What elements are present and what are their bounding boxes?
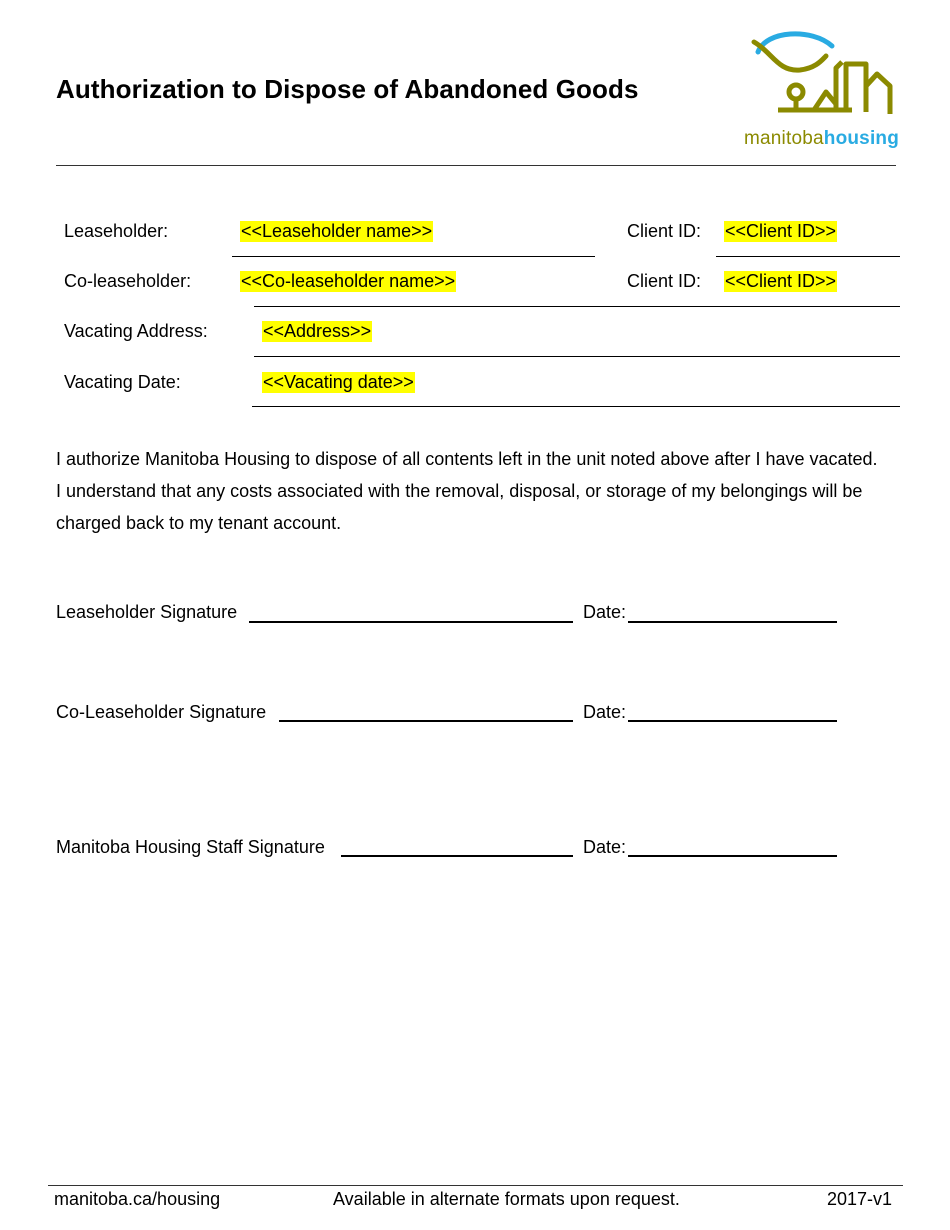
co-leaseholder-signature-label: Co-Leaseholder Signature [56, 702, 267, 722]
logo-word-housing: housing [823, 128, 900, 149]
logo-wordmark [744, 128, 899, 150]
staff-signature-line[interactable] [341, 855, 573, 857]
co-leaseholder-label: Co-leaseholder: [64, 271, 192, 291]
co-leaseholder-date-line[interactable] [628, 720, 837, 722]
logo-mark-icon [742, 28, 894, 124]
vacating-date-value[interactable]: <<Vacating date>> [263, 372, 414, 392]
statement-line-1: I authorize Manitoba Housing to dispose of all contents left in the unit noted above after I have vacated. [56, 449, 878, 469]
staff-date-label: Date: [583, 837, 627, 857]
footer-divider [48, 1185, 903, 1186]
vacating-date-underline [252, 406, 900, 407]
client-id-value-2[interactable]: <<Client ID>> [725, 271, 837, 291]
leaseholder-underline [232, 256, 595, 257]
leaseholder-value[interactable]: <<Leaseholder name>> [241, 221, 433, 241]
co-leaseholder-value[interactable]: <<Co-leaseholder name>> [241, 271, 456, 291]
page-title: Authorization to Dispose of Abandoned Goods [56, 74, 639, 104]
staff-date-line[interactable] [628, 855, 837, 857]
leaseholder-date-label: Date: [583, 602, 627, 622]
staff-signature-label: Manitoba Housing Staff Signature [56, 837, 325, 857]
co-leaseholder-date-label: Date: [583, 702, 627, 722]
client-id-underline-1 [716, 256, 900, 257]
leaseholder-signature-label: Leaseholder Signature [56, 602, 238, 622]
co-leaseholder-underline [254, 306, 900, 307]
client-id-value-1[interactable]: <<Client ID>> [725, 221, 837, 241]
logo-word-manitoba: manitoba [744, 128, 824, 149]
leaseholder-label: Leaseholder: [64, 221, 169, 241]
statement-line-3: charged back to my tenant account. [56, 513, 342, 533]
footer-notice: Available in alternate formats upon request. [333, 1189, 680, 1209]
footer-website[interactable]: manitoba.ca/housing [54, 1189, 221, 1209]
client-id-label-2: Client ID: [627, 271, 702, 291]
client-id-label-1: Client ID: [627, 221, 702, 241]
footer-version: 2017-v1 [827, 1189, 893, 1209]
authorization-statement [56, 443, 908, 539]
leaseholder-date-line[interactable] [628, 621, 837, 623]
co-leaseholder-signature-line[interactable] [279, 720, 573, 722]
leaseholder-signature-line[interactable] [249, 621, 573, 623]
statement-line-2: I understand that any costs associated with the removal, disposal, or storage of my belongings will be [56, 481, 863, 501]
header-divider [56, 165, 896, 166]
vacating-address-value[interactable]: <<Address>> [263, 321, 372, 341]
vacating-date-label: Vacating Date: [64, 372, 181, 392]
vacating-address-label: Vacating Address: [64, 321, 208, 341]
manitoba-housing-logo [742, 28, 900, 154]
vacating-address-underline [254, 356, 900, 357]
